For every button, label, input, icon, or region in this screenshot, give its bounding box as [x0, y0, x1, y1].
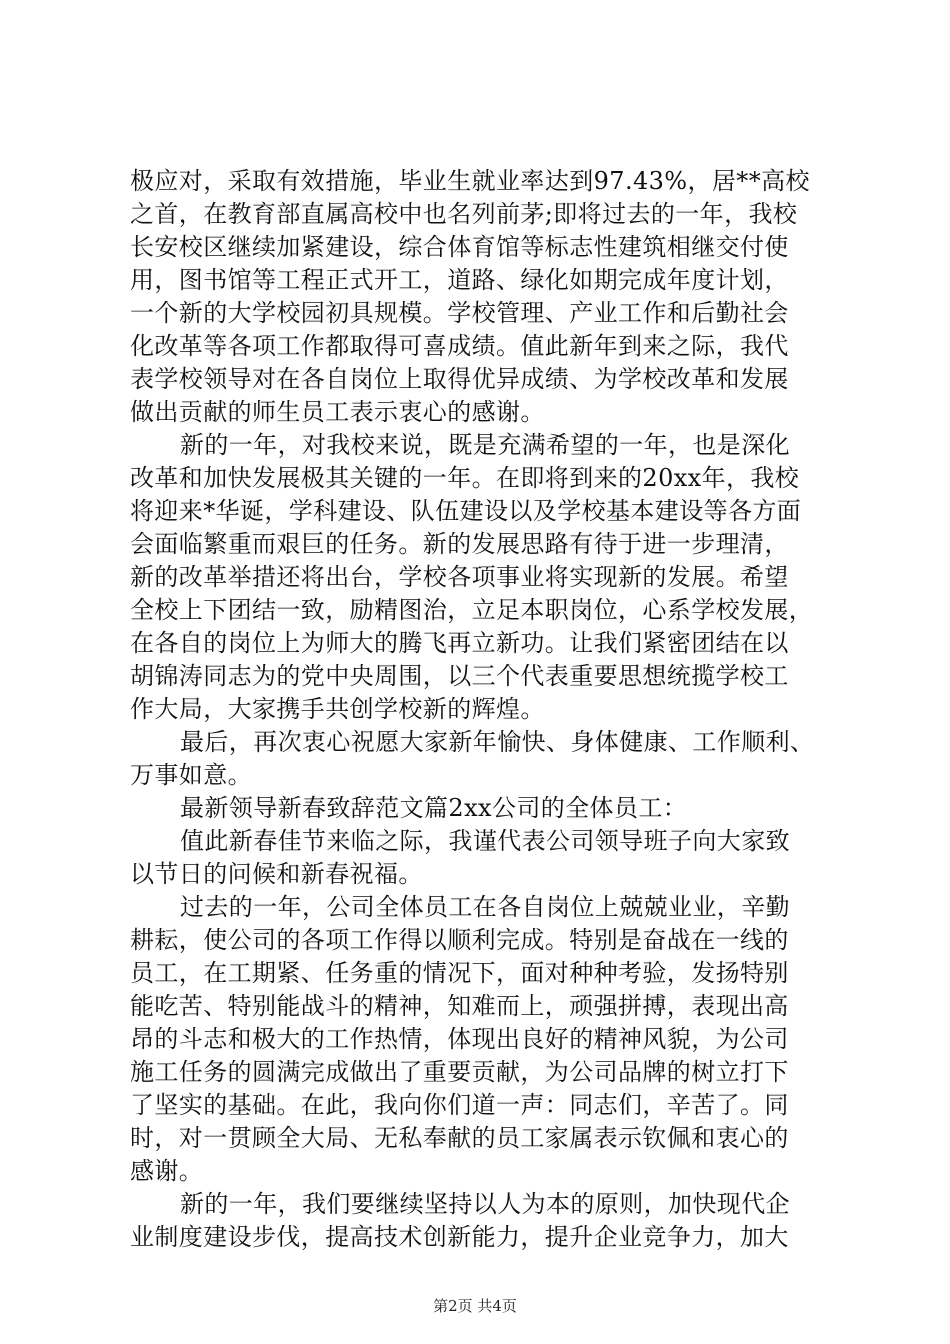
text-line: 值此新春佳节来临之际，我谨代表公司领导班子向大家致 [180, 827, 790, 855]
text-line: 长安校区继续加紧建设，综合体育馆等标志性建筑相继交付使 [130, 233, 789, 261]
text-line: 耕耘，使公司的各项工作得以顺利完成。特别是奋战在一线的 [130, 926, 789, 954]
text-line: 全校上下团结一致，励精图治，立足本职岗位，心系学校发展， [130, 596, 814, 624]
text-line: 业制度建设步伐，提高技术创新能力，提升企业竞争力，加大 [130, 1223, 789, 1251]
text-line: 做出贡献的师生员工表示衷心的感谢。 [130, 398, 545, 426]
text-line: 昂的斗志和极大的工作热情，体现出良好的精神风貌，为公司 [130, 1025, 789, 1053]
text-line: 极应对，采取有效措施，毕业生就业率达到97.43%，居**高校 [130, 167, 810, 195]
text-line: 表学校领导对在各自岗位上取得优异成绩、为学校改革和发展 [130, 365, 789, 393]
document-body [130, 165, 830, 1254]
text-line: 新的一年，对我校来说，既是充满希望的一年，也是深化 [180, 431, 790, 459]
text-line: 时，对一贯顾全大局、无私奉献的员工家属表示钦佩和衷心的 [130, 1124, 789, 1152]
text-line: 改革和加快发展极其关键的一年。在即将到来的20xx年，我校 [130, 464, 800, 492]
text-line: 施工任务的圆满完成做出了重要贡献，为公司品牌的树立打下 [130, 1058, 789, 1086]
text-line: 化改革等各项工作都取得可喜成绩。值此新年到来之际，我代 [130, 332, 789, 360]
text-line: 胡锦涛同志为的党中央周围，以三个代表重要思想统揽学校工 [130, 662, 789, 690]
text-line: 最新领导新春致辞范文篇2xx公司的全体员工： [180, 794, 688, 822]
text-line: 最后，再次衷心祝愿大家新年愉快、身体健康、工作顺利、 [180, 728, 815, 756]
page-footer: 第2页 共4页 [433, 1297, 517, 1315]
text-line: 以节日的问候和新春祝福。 [130, 860, 423, 888]
text-line: 在各自的岗位上为师大的腾飞再立新功。让我们紧密团结在以 [130, 629, 789, 657]
text-line: 用，图书馆等工程正式开工，道路、绿化如期完成年度计划， [130, 266, 789, 294]
text-line: 了坚实的基础。在此，我向你们道一声：同志们，辛苦了。同 [130, 1091, 789, 1119]
text-line: 作大局，大家携手共创学校新的辉煌。 [130, 695, 545, 723]
text-line: 新的一年，我们要继续坚持以人为本的原则，加快现代企 [180, 1190, 790, 1218]
text-line: 感谢。 [130, 1157, 204, 1185]
text-line: 员工，在工期紧、任务重的情况下，面对种种考验，发扬特别 [130, 959, 789, 987]
text-line: 新的改革举措还将出台，学校各项事业将实现新的发展。希望 [130, 563, 789, 591]
text-line: 之首，在教育部直属高校中也名列前茅;即将过去的一年，我校 [130, 200, 798, 228]
text-line: 能吃苦、特别能战斗的精神，知难而上，顽强拼搏，表现出高 [130, 992, 789, 1020]
text-line: 过去的一年，公司全体员工在各自岗位上兢兢业业，辛勤 [180, 893, 790, 921]
text-line: 万事如意。 [130, 761, 252, 789]
text-line: 一个新的大学校园初具规模。学校管理、产业工作和后勤社会 [130, 299, 789, 327]
text-line: 将迎来*华诞，学科建设、队伍建设以及学校基本建设等各方面 [130, 497, 802, 525]
text-line: 会面临繁重而艰巨的任务。新的发展思路有待于进一步理清， [130, 530, 789, 558]
